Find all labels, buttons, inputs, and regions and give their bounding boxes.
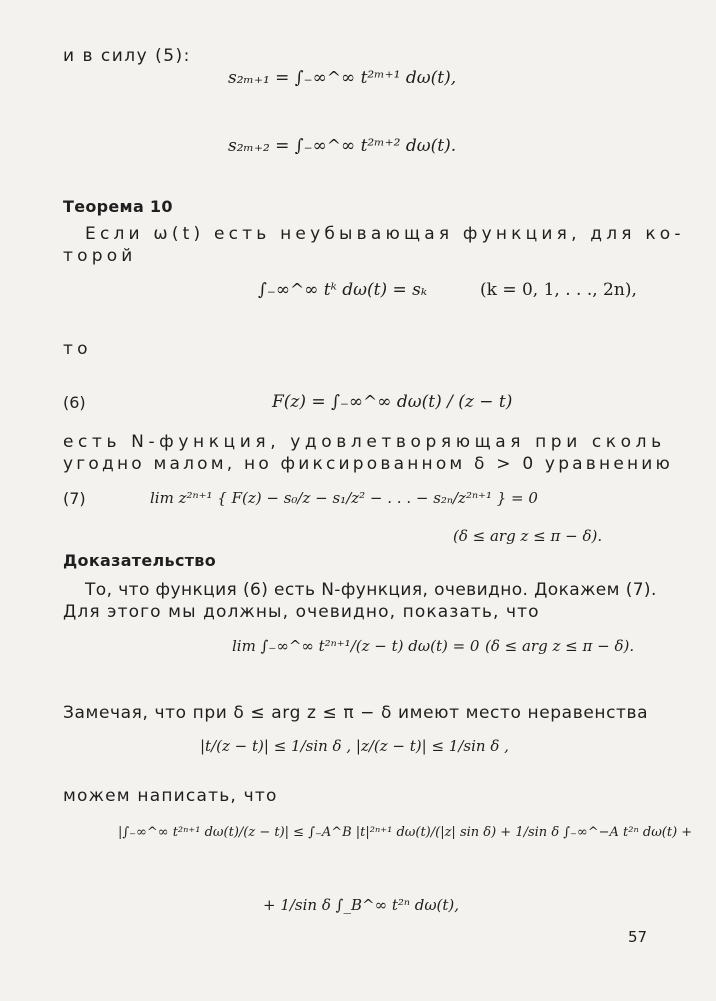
formula-lim-zero: lim ∫₋∞^∞ t²ⁿ⁺¹/(z − t) dω(t) = 0 (232, 637, 480, 655)
formula-s-even: s₂ₘ₊₂ = ∫₋∞^∞ t²ᵐ⁺² dω(t). (228, 136, 457, 156)
formula-moments-condition: (k = 0, 1, . . ., 2n), (480, 280, 637, 300)
formula-bound-line1: |∫₋∞^∞ t²ⁿ⁺¹ dω(t)/(z − t)| ≤ ∫₋A^B |t|²ⁿ⁺¹ dω(t)/(|z| sin δ) + 1/sin δ ∫₋∞^−A t²ⁿ dω(t) + (118, 825, 693, 840)
formula-lim-zero-condition: (δ ≤ arg z ≤ π − δ). (485, 637, 635, 655)
nfunc-text-line1: есть N-функция, удовлетворяющая при сколь (63, 432, 666, 452)
formula-bound-line2: + 1/sin δ ∫_B^∞ t²ⁿ dω(t), (263, 896, 460, 914)
formula-eq7-condition: (δ ≤ arg z ≤ π − δ). (453, 527, 603, 545)
formula-eq6: F(z) = ∫₋∞^∞ dω(t) / (z − t) (272, 392, 513, 412)
formula-moments: ∫₋∞^∞ tᵏ dω(t) = sₖ (258, 280, 428, 300)
proof-heading: Доказательство (63, 551, 217, 570)
to-text: то (63, 339, 92, 359)
write-text: можем написать, что (63, 786, 278, 806)
formula-s-odd: s₂ₘ₊₁ = ∫₋∞^∞ t²ᵐ⁺¹ dω(t), (228, 68, 457, 88)
proof-text-line1: То, что функция (6) есть N-функция, очевидно. Докажем (7). (85, 580, 657, 600)
theorem-text-line2: торой (63, 246, 137, 266)
formula-inequalities: |t/(z − t)| ≤ 1/sin δ , |z/(z − t)| ≤ 1/sin δ , (200, 737, 509, 755)
equation-number-6: (6) (63, 393, 86, 412)
intro-text: и в силу (5): (63, 46, 191, 66)
theorem-text-line1: Если ω(t) есть неубывающая функция, для ко- (85, 224, 685, 244)
proof-text-line2: Для этого мы должны, очевидно, показать, что (63, 602, 540, 622)
formula-eq7: lim z²ⁿ⁺¹ { F(z) − s₀/z − s₁/z² − . . . − s₂ₙ/z²ⁿ⁺¹ } = 0 (150, 489, 538, 507)
theorem-heading: Теорема 10 (63, 197, 173, 216)
equation-number-7: (7) (63, 489, 86, 508)
nfunc-text-line2: угодно малом, но фиксированном δ > 0 уравнению (63, 454, 674, 474)
noting-text: Замечая, что при δ ≤ arg z ≤ π − δ имеют место неравенства (63, 703, 649, 723)
page-number: 57 (628, 928, 648, 946)
